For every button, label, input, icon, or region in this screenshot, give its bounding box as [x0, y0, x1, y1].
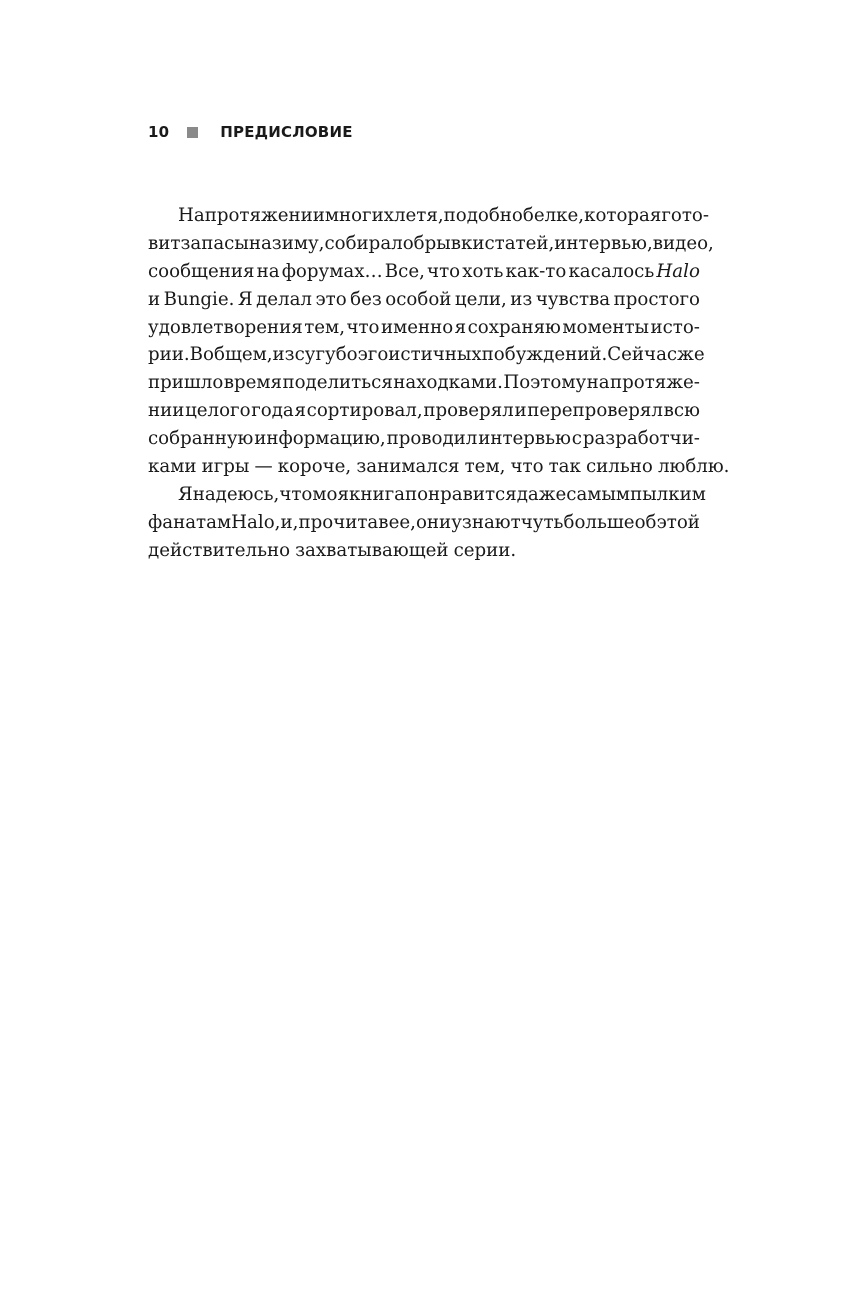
word: моя — [312, 483, 349, 505]
word: протяже- — [610, 372, 700, 394]
word: чувства — [535, 288, 611, 310]
word: вит — [148, 232, 181, 254]
word: пришло — [148, 372, 224, 394]
text-line — [148, 397, 700, 425]
word: сортировал, — [306, 400, 423, 422]
word: статей, — [484, 232, 555, 254]
text-line — [148, 369, 700, 397]
word: обрывки — [402, 232, 485, 254]
word: это — [315, 288, 347, 310]
word: информацию, — [254, 428, 386, 450]
word: В — [189, 344, 204, 366]
word: , — [274, 511, 281, 533]
text-line — [148, 258, 700, 286]
word: простого — [613, 288, 700, 310]
word: сугубо — [294, 344, 358, 366]
running-header — [148, 121, 353, 143]
word: из — [510, 288, 533, 310]
body-text — [148, 202, 730, 565]
word: тем, — [464, 456, 506, 478]
word: моменты — [562, 316, 650, 338]
word: больше — [563, 511, 635, 533]
word: всю — [663, 400, 700, 422]
word: прочитав — [298, 511, 389, 533]
word: сохраняю — [467, 316, 561, 338]
word: Bungie. — [163, 288, 235, 310]
word: белке, — [522, 205, 585, 226]
word: я, — [426, 205, 444, 226]
word-group — [231, 509, 280, 537]
word: и — [148, 288, 161, 310]
word: цели, — [454, 288, 507, 310]
word: многих — [324, 205, 394, 226]
square-marker-icon — [187, 127, 198, 138]
word: интервью — [478, 428, 571, 450]
word: тем, — [304, 316, 345, 338]
word: этой — [656, 511, 700, 533]
word: сообщения — [148, 260, 255, 282]
word: на — [248, 232, 272, 254]
word: именно — [380, 316, 454, 338]
word: перепроверял — [527, 400, 663, 422]
text-line — [148, 286, 700, 314]
word: побуждений. — [481, 344, 608, 366]
word: которая — [584, 205, 662, 226]
word: понравится — [404, 483, 517, 505]
word: что — [510, 456, 544, 478]
word: на — [586, 372, 610, 394]
word: зиму, — [271, 232, 325, 254]
text-line — [148, 314, 700, 342]
word: люблю. — [657, 456, 730, 478]
word: действительно — [148, 539, 291, 561]
word: общем, — [203, 344, 273, 366]
word: Я — [178, 483, 193, 505]
word: Поэтому — [503, 372, 587, 394]
italic-word: Halo — [656, 260, 700, 282]
word: что — [346, 316, 380, 338]
word: фанатам — [148, 511, 232, 533]
word: я — [454, 316, 467, 338]
word: подобно — [443, 205, 523, 226]
word: года — [251, 400, 294, 422]
text-line — [148, 230, 714, 258]
word: видео, — [652, 232, 714, 254]
text-line — [148, 202, 710, 230]
word: особой — [385, 288, 452, 310]
word: надеюсь, — [192, 483, 280, 505]
word: как-то — [505, 260, 567, 282]
word: из — [272, 344, 295, 366]
word: пылким — [630, 483, 706, 505]
word: серии. — [453, 539, 517, 561]
word: рии. — [148, 344, 190, 366]
word: собранную — [148, 428, 254, 450]
word: касалось — [568, 260, 655, 282]
word: самым — [566, 483, 631, 505]
word: гото- — [661, 205, 710, 226]
word: интервью, — [554, 232, 653, 254]
italic-word: Halo — [231, 511, 275, 533]
word: целого — [185, 400, 251, 422]
text-line — [148, 453, 730, 481]
word: Я — [237, 288, 253, 310]
word: захватывающей — [295, 539, 449, 561]
paragraph — [148, 481, 706, 565]
word: запасы — [180, 232, 249, 254]
word: Все, — [384, 260, 425, 282]
word: На — [178, 205, 205, 226]
word: на — [256, 260, 280, 282]
section-title: ПРЕДИСЛОВИЕ — [220, 123, 353, 141]
text-line — [148, 481, 706, 509]
word: ками — [148, 456, 197, 478]
word: делал — [256, 288, 312, 310]
word: проверял — [423, 400, 514, 422]
word: занимался — [356, 456, 460, 478]
word: и, — [280, 511, 299, 533]
word: что — [279, 483, 313, 505]
word: чуть — [520, 511, 564, 533]
word: протяжении — [204, 205, 325, 226]
text-line — [148, 537, 700, 565]
word: форумах… — [281, 260, 383, 282]
word: время — [223, 372, 283, 394]
word: так — [548, 456, 581, 478]
word: и — [514, 400, 527, 422]
word: же — [677, 344, 705, 366]
word: ее, — [388, 511, 416, 533]
text-line — [148, 425, 700, 453]
word: собирал — [324, 232, 403, 254]
word: нии — [148, 400, 185, 422]
word: Сейчас — [607, 344, 678, 366]
word: поделиться — [282, 372, 393, 394]
paragraph — [148, 202, 730, 481]
word: удовлетворения — [148, 316, 303, 338]
word: с — [571, 428, 582, 450]
page-number: 10 — [148, 123, 170, 141]
word: проводил — [386, 428, 478, 450]
word: хоть — [462, 260, 504, 282]
word: книга — [348, 483, 405, 505]
word: об — [634, 511, 657, 533]
word: сильно — [586, 456, 653, 478]
word: без — [350, 288, 382, 310]
word: лет — [393, 205, 427, 226]
word: разработчи- — [582, 428, 700, 450]
word: что — [427, 260, 461, 282]
word: игры — [201, 456, 250, 478]
word: даже — [516, 483, 567, 505]
word: эгоистичных — [357, 344, 482, 366]
word: они — [415, 511, 452, 533]
word: короче, — [277, 456, 352, 478]
word: исто- — [650, 316, 700, 338]
word: узнают — [451, 511, 521, 533]
word: — — [254, 456, 273, 478]
word: находками. — [393, 372, 503, 394]
word: я — [294, 400, 306, 422]
text-line — [148, 509, 700, 537]
text-line — [148, 341, 705, 369]
